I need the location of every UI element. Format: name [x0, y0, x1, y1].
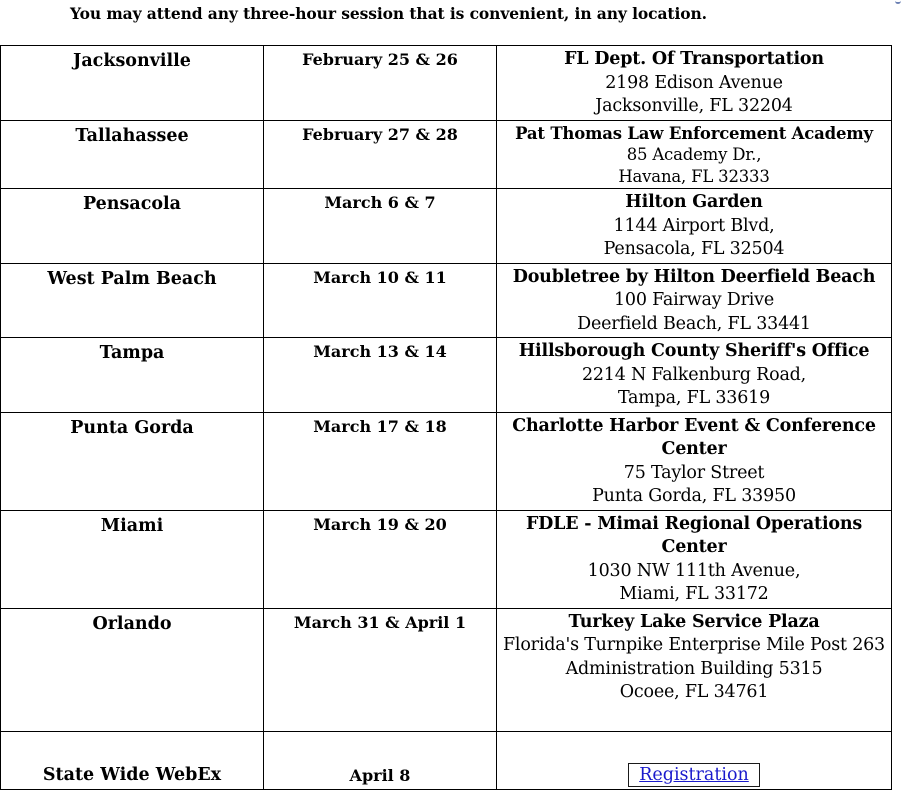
address-line: 1030 NW 111th Avenue, — [587, 560, 801, 581]
address-line: Deerfield Beach, FL 33441 — [577, 313, 811, 334]
table-row-webex — [1, 731, 892, 789]
venue-name: FDLE - Mimai Regional Operations Center — [525, 513, 863, 557]
city-cell: Tampa — [1, 338, 264, 413]
address-line: Administration Building 5315 — [565, 658, 823, 679]
address-line: Havana, FL 32333 — [618, 166, 770, 186]
address-line: Miami, FL 33172 — [619, 584, 769, 604]
city-cell: Miami — [1, 510, 264, 608]
address-line: Pensacola, FL 32504 — [603, 239, 785, 259]
city-cell: State Wide WebEx — [1, 731, 264, 789]
venue-cell — [497, 338, 892, 413]
dates-cell: March 19 & 20 — [264, 510, 497, 608]
dates-cell: March 17 & 18 — [264, 412, 497, 510]
venue-cell — [497, 120, 892, 189]
venue-name: Turkey Lake Service Plaza — [568, 611, 820, 632]
address-line: Ocoee, FL 34761 — [619, 682, 769, 702]
intro-text: You may attend any three-hour session that is convenient, in any location. — [70, 4, 707, 23]
table-row — [1, 263, 892, 338]
table-row — [1, 338, 892, 413]
dates-cell: March 31 & April 1 — [264, 608, 497, 731]
address-line: Punta Gorda, FL 33950 — [592, 486, 796, 506]
venue-name: Doubletree by Hilton Deerfield Beach — [512, 266, 876, 287]
dates-cell: March 6 & 7 — [264, 189, 497, 264]
table-row — [1, 120, 892, 189]
venue-cell — [497, 510, 892, 608]
city-cell: Tallahassee — [1, 120, 264, 189]
dates-cell: March 10 & 11 — [264, 263, 497, 338]
venue-cell — [497, 608, 892, 731]
address-line: 2198 Edison Avenue — [605, 72, 783, 93]
address-line: Florida's Turnpike Enterprise Mile Post 263 — [502, 635, 885, 655]
city-cell: Jacksonville — [1, 46, 264, 121]
address-line: 1144 Airport Blvd, — [613, 215, 775, 236]
city-cell: Punta Gorda — [1, 412, 264, 510]
address-line: Jacksonville, FL 32204 — [595, 96, 793, 116]
registration-link[interactable]: Registration — [628, 763, 760, 787]
dates-cell: April 8 — [264, 731, 497, 789]
venue-name: FL Dept. Of Transportation — [564, 49, 824, 69]
city-cell: West Palm Beach — [1, 263, 264, 338]
address-line: 85 Academy Dr., — [626, 145, 762, 164]
venue-cell — [497, 412, 892, 510]
city-cell: Orlando — [1, 608, 264, 731]
venue-cell — [497, 46, 892, 121]
venue-cell — [497, 263, 892, 338]
venue-name: Charlotte Harbor Event & Conference Center — [512, 415, 876, 459]
city-cell: Pensacola — [1, 189, 264, 264]
dates-cell: February 27 & 28 — [264, 120, 497, 189]
venue-cell — [497, 189, 892, 264]
schedule-body — [1, 46, 892, 790]
address-line: 75 Taylor Street — [623, 462, 765, 483]
address-line: 100 Fairway Drive — [613, 290, 774, 310]
table-row — [1, 189, 892, 264]
venue-name: Pat Thomas Law Enforcement Academy — [515, 123, 873, 143]
dates-cell: February 25 & 26 — [264, 46, 497, 121]
registration-cell — [497, 731, 892, 789]
address-line: 2214 N Falkenburg Road, — [581, 364, 807, 385]
table-row — [1, 412, 892, 510]
table-row — [1, 510, 892, 608]
venue-name: Hilton Garden — [625, 192, 763, 212]
address-line: Tampa, FL 33619 — [617, 388, 771, 408]
table-row — [1, 46, 892, 121]
dates-cell: March 13 & 14 — [264, 338, 497, 413]
corner-mark — [895, 0, 901, 4]
session-schedule-table — [0, 45, 892, 790]
table-row — [1, 608, 892, 731]
venue-name: Hillsborough County Sheriff's Office — [518, 341, 870, 361]
